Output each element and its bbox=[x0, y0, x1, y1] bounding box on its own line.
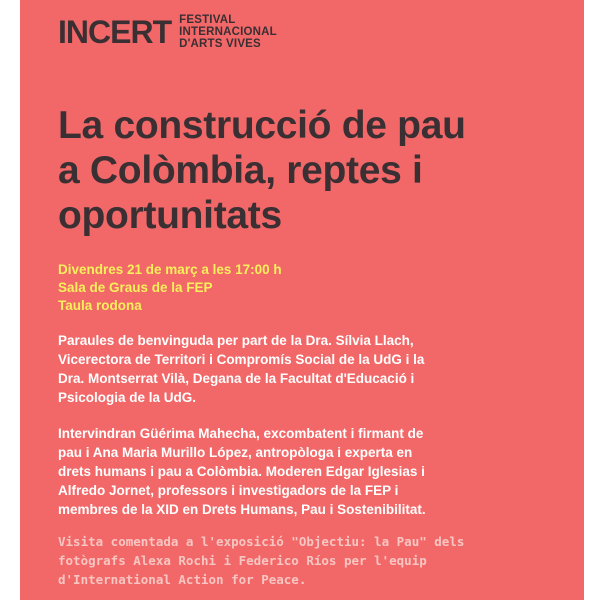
paragraph-line: Alfredo Jornet, professors i investigadors de la FEP i bbox=[58, 483, 399, 498]
exhibition-visit-note bbox=[58, 532, 558, 589]
incert-logo: INCERT bbox=[58, 14, 172, 50]
event-title bbox=[58, 103, 578, 238]
paragraph-line: Dra. Montserrat Vilà, Degana de la Facultat d'Educació i bbox=[58, 371, 415, 386]
paragraph-line: pau i Ana Maria Murillo López, antropòloga i experta en bbox=[58, 445, 413, 460]
paragraph-line: Psicologia de la UdG. bbox=[58, 390, 197, 405]
event-format: Taula rodona bbox=[58, 298, 142, 313]
event-poster bbox=[20, 0, 584, 600]
festival-header bbox=[58, 14, 277, 50]
festival-name bbox=[179, 14, 277, 50]
festival-line: D'ARTS VIVES bbox=[179, 38, 261, 50]
paragraph-line: drets humans i pau a Colòmbia. Moderen Edgar Iglesias i bbox=[58, 464, 425, 479]
welcome-paragraph bbox=[58, 331, 558, 407]
paragraph-line: Paraules de benvinguda per part de la Dra. Sílvia Llach, bbox=[58, 333, 414, 348]
title-line: oportunitats bbox=[58, 194, 282, 237]
paragraph-line: Intervindran Güérima Mahecha, excombatent i firmant de bbox=[58, 426, 424, 441]
event-date: Divendres 21 de març a les 17:00 h bbox=[58, 262, 282, 277]
title-line: a Colòmbia, reptes i bbox=[58, 149, 423, 192]
festival-line: INTERNACIONAL bbox=[179, 26, 277, 38]
visit-line: fotògrafs Alexa Rochi i Federico Ríos per l'equip bbox=[58, 553, 427, 568]
event-venue: Sala de Graus de la FEP bbox=[58, 280, 213, 295]
paragraph-line: membres de la XID en Drets Humans, Pau i Sostenibilitat. bbox=[58, 502, 426, 517]
festival-line: FESTIVAL bbox=[179, 14, 236, 26]
title-line: La construcció de pau bbox=[58, 104, 466, 147]
event-details bbox=[58, 261, 282, 315]
speakers-paragraph bbox=[58, 424, 558, 519]
paragraph-line: Vicerectora de Territori i Compromís Social de la UdG i la bbox=[58, 352, 425, 367]
visit-line: d'International Action for Peace. bbox=[58, 572, 307, 587]
visit-line: Visita comentada a l'exposició "Objectiu: la Pau" dels bbox=[58, 534, 465, 549]
